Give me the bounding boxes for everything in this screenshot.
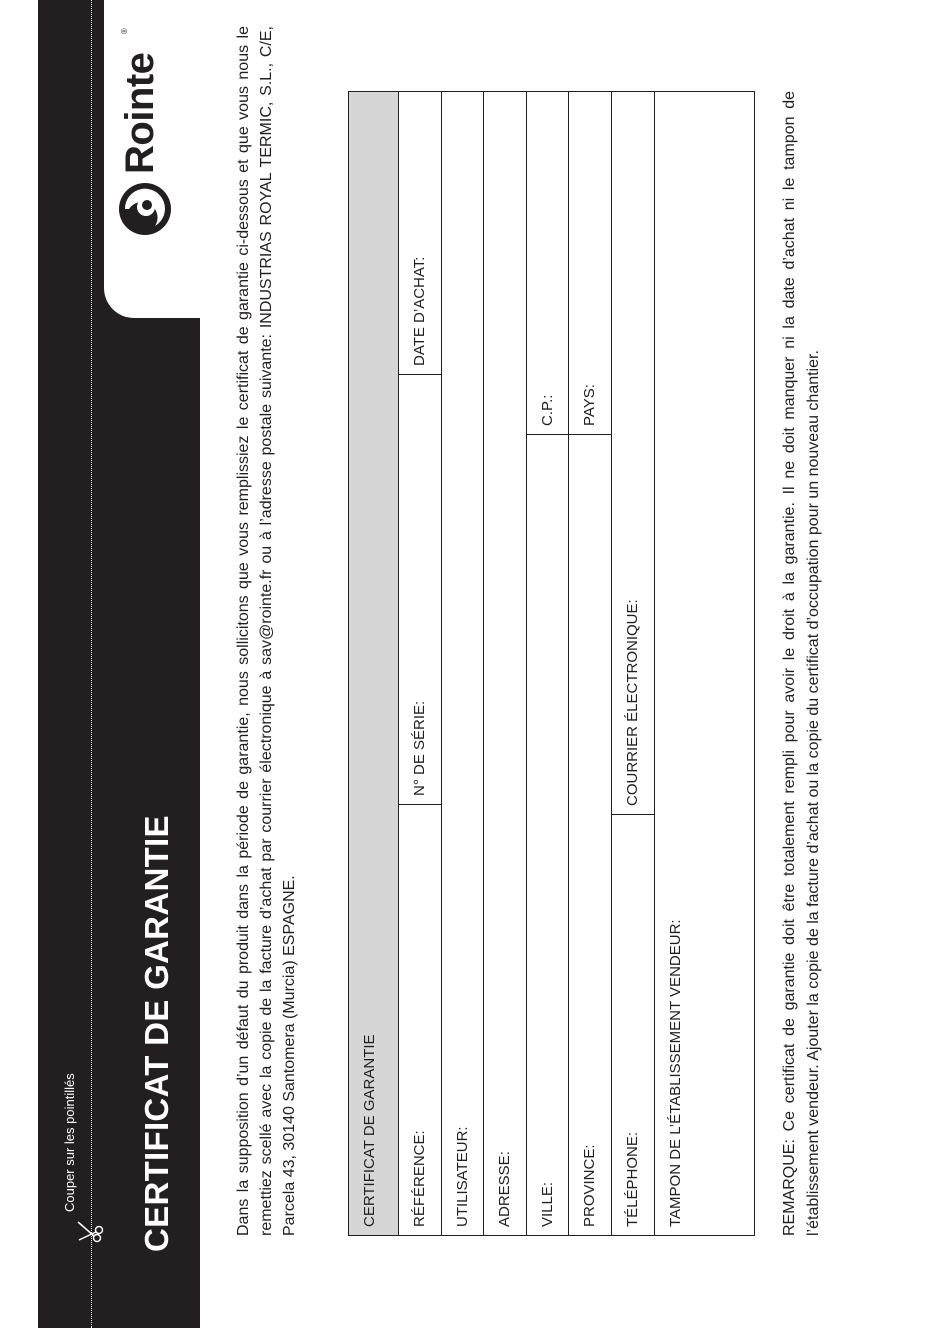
form-row-user[interactable] — [441, 92, 483, 1235]
rointe-logo-icon — [116, 180, 174, 238]
email-cell[interactable] — [612, 90, 654, 815]
reference-cell[interactable] — [399, 805, 441, 1235]
intro-paragraph — [232, 26, 301, 1236]
purchase-date-cell[interactable] — [399, 90, 441, 375]
form-row-reference — [398, 92, 441, 1235]
form-row-city — [526, 92, 568, 1235]
scissors-icon — [74, 1218, 104, 1244]
cut-instruction: Couper sur les pointillés — [62, 1073, 77, 1212]
intro-text: Dans la supposition d’un défaut du produit dans la période de garantie, nous sollicitons que vous remplissiez le certificat de garantie ci-dessous et que vous nous le remettiez scellé avec la copie de la facture d’achat par courrier électronique à sav@rointe.fr ou à l’adresse postale suivante: INDUSTRIAS ROYAL TERMIC, S.L., C/E, Parcela 43, 30140 Santomera (Murcia) ESPAGNE. — [235, 26, 298, 1236]
phone-label: TÉLÉPHONE: — [624, 1131, 641, 1227]
form-row-phone — [611, 92, 654, 1235]
postal-code-label: C.P.: — [539, 394, 556, 426]
user-label: UTILISATEUR: — [454, 1126, 471, 1227]
remark-text: REMARQUE: Ce certificat de garantie doit être totalement rempli pour avoir le droit à la garantie. Il ne doit manquer ni la date d’achat ni le tampon de l’établissement vendeur. Ajouter la copie de la facture d’achat ou la copie du certificat d’occupation pour un nouveau chantier. — [781, 91, 822, 1236]
postal-code-cell[interactable] — [527, 90, 568, 435]
province-label: PROVINCE: — [581, 1144, 598, 1227]
brand-logo — [112, 18, 182, 238]
remark-paragraph — [778, 91, 826, 1236]
form-header: CERTIFICAT DE GARANTIE — [361, 1034, 378, 1227]
country-cell[interactable] — [569, 90, 611, 435]
form-row-province — [568, 92, 611, 1235]
serial-label: N° DE SÉRIE: — [411, 700, 428, 796]
country-label: PAYS: — [581, 384, 598, 426]
page-title: CERTIFICAT DE GARANTIE — [138, 815, 175, 1252]
serial-cell[interactable] — [399, 375, 441, 805]
phone-cell[interactable] — [612, 815, 654, 1235]
email-label: COURRIER ÉLECTRONIQUE: — [624, 599, 641, 806]
registered-mark: ® — [120, 28, 129, 34]
purchase-date-label: DATE D’ACHAT: — [411, 256, 428, 366]
brand-name: Rointe — [118, 52, 162, 174]
form-header-row — [349, 92, 398, 1235]
stamp-label: TAMPON DE L’ÉTABLISSEMENT VENDEUR: — [667, 919, 684, 1227]
cut-line — [91, 0, 92, 1328]
form-row-address[interactable] — [483, 92, 526, 1235]
form-row-stamp[interactable] — [654, 92, 754, 1235]
city-cell[interactable] — [527, 435, 568, 1235]
address-label: ADRESSE: — [496, 1151, 513, 1227]
city-label: VILLE: — [539, 1181, 556, 1227]
reference-label: RÉFÉRENCE: — [411, 1130, 428, 1227]
warranty-form — [348, 91, 755, 1236]
province-cell[interactable] — [569, 435, 611, 1235]
